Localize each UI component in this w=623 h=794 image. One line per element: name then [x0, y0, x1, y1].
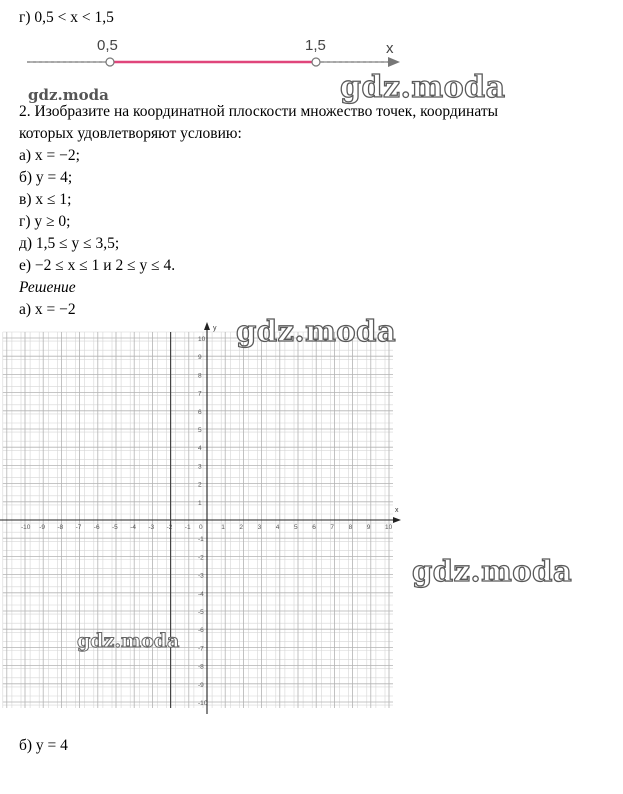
x-tick-label: -8: [57, 524, 64, 531]
x-tick-label: -4: [130, 524, 136, 531]
task-title-line2: которых удовлетворяют условию:: [19, 125, 242, 142]
solution-heading: Решение: [19, 279, 76, 296]
x-tick-label: 1: [221, 524, 225, 531]
task-item: а) x = −2;: [19, 147, 80, 164]
x-tick-label: -7: [75, 524, 82, 531]
x-axis-label: x: [395, 507, 399, 514]
y-tick-label: -9: [198, 681, 204, 689]
watermark-graph-top: gdz.moda: [236, 314, 397, 348]
y-tick-label: -4: [198, 590, 204, 598]
coordinate-plane: [0, 320, 623, 720]
part-a-label: а) x = −2: [19, 301, 76, 318]
task-item: д) 1,5 ≤ y ≤ 3,5;: [19, 235, 120, 252]
task-item: в) x ≤ 1;: [19, 191, 72, 208]
watermark-small-top: gdz.moda: [28, 86, 109, 104]
y-tick-label: 8: [198, 372, 202, 380]
x-tick-label: -6: [93, 524, 100, 531]
task-title-line1: 2. Изобразите на координатной плоскости множество точек, координаты: [19, 103, 499, 120]
x-tick-label: 5: [294, 524, 298, 531]
x-tick-label: 7: [330, 524, 335, 531]
y-tick-label: 7: [198, 390, 202, 398]
number-line: [0, 0, 623, 80]
y-tick-label: 5: [198, 427, 202, 434]
x-tick-label: -2: [166, 524, 173, 531]
y-tick-label: 1: [198, 499, 202, 507]
y-tick-label: 4: [198, 445, 202, 453]
axis-x-label: x: [386, 40, 394, 57]
x-tick-label: -10: [21, 524, 31, 531]
x-tick-label: 3: [257, 524, 262, 531]
y-tick-label: -10: [198, 700, 208, 707]
y-tick-label: 10: [198, 336, 206, 343]
y-tick-label: -2: [198, 554, 204, 562]
watermark-top: gdz.moda: [340, 70, 506, 105]
y-tick-label: -5: [198, 609, 204, 616]
origin-label: 0: [199, 524, 203, 531]
watermark-graph-left: gdz.moda: [77, 630, 180, 652]
x-tick-label: 9: [366, 524, 371, 531]
number-line-label: г) 0,5 < x < 1,5: [19, 9, 114, 26]
task-item: г) y ≥ 0;: [19, 213, 71, 230]
x-tick-label: -3: [148, 524, 155, 531]
x-tick-label: 8: [348, 524, 353, 531]
x-tick-label: -5: [112, 524, 118, 531]
x-tick-label: 4: [275, 524, 280, 531]
x-tick-label: -1: [184, 524, 191, 531]
y-tick-label: -1: [198, 536, 204, 544]
y-tick-label: -8: [198, 663, 204, 671]
task-item: е) −2 ≤ x ≤ 1 и 2 ≤ y ≤ 4.: [19, 257, 176, 274]
part-b-label: б) y = 4: [19, 737, 68, 754]
x-tick-label: 10: [385, 524, 393, 531]
watermark-graph-right: gdz.moda: [412, 554, 573, 588]
y-tick-label: 2: [198, 481, 202, 489]
x-tick-label: 6: [312, 524, 316, 531]
y-tick-label: 3: [198, 463, 202, 471]
x-tick-label: 2: [239, 524, 244, 531]
y-axis-label: y: [213, 325, 217, 332]
point-b-label: 1,5: [305, 37, 326, 54]
y-tick-label: 6: [198, 408, 202, 416]
y-tick-label: -3: [198, 572, 204, 580]
y-tick-label: 9: [198, 354, 202, 362]
point-a-label: 0,5: [97, 37, 118, 54]
task-item: б) y = 4;: [19, 169, 73, 186]
y-tick-label: -6: [198, 627, 204, 635]
y-tick-label: -7: [198, 645, 204, 653]
x-tick-label: -9: [39, 524, 45, 531]
